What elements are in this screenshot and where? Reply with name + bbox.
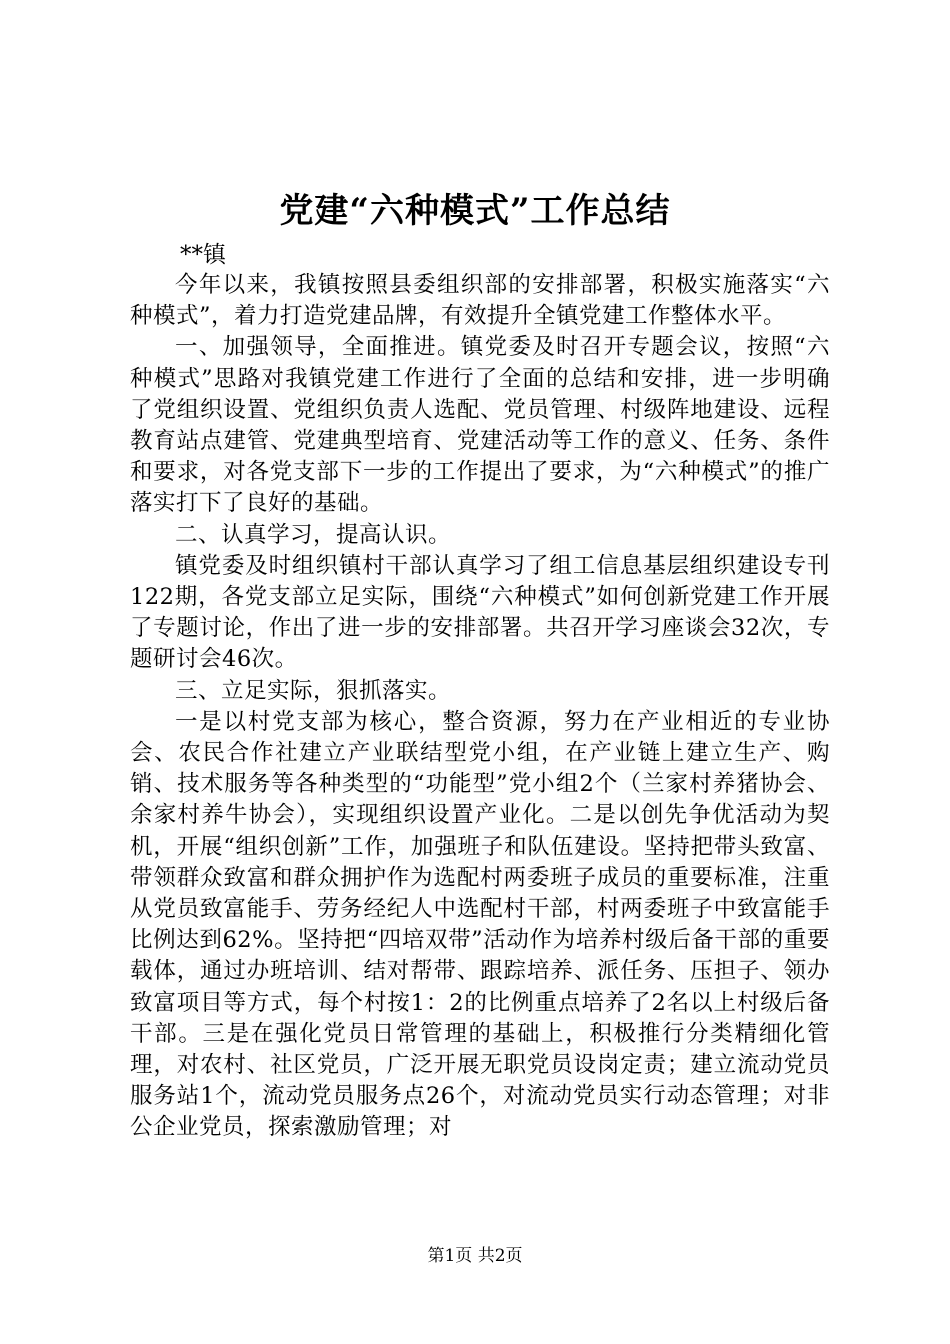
paragraph: 今年以来，我镇按照县委组织部的安排部署，积极实施落实“六种模式”，着力打造党建品牌，有效提升全镇党建工作整体水平。 (130, 272, 830, 330)
section-heading: 三、立足实际，狠抓落实。 (175, 677, 452, 704)
page-number-footer: 第1页 共2页 (427, 1246, 523, 1266)
paragraph: 一是以村党支部为核心，整合资源，努力在产业相近的专业协会、农民合作社建立产业联结型党小组，在产业链上建立生产、购销、技术服务等各种类型的“功能型”党小组2个（兰家村养猪协会、余家村养牛协会），实现组织设置产业化。二是以创先争优活动为契机，开展“组织创新”工作，加强班子和队伍建设。坚持把带头致富、带领群众致富和群众拥护作为选配村两委班子成员的重要标准，注重从党员致富能手、劳务经纪人中选配村干部，村两委班子中致富能手比例达到62%。坚持把“四培双带”活动作为培养村级后备干部的重要载体，通过办班培训、结对帮带、跟踪培养、派任务、压担子、领办致富项目等方式，每个村按1：2的比例重点培养了2名以上村级后备干部。三是在强化党员日常管理的基础上，积极推行分类精细化管理，对农村、社区党员，广泛开展无职党员设岗定责；建立流动党员服务站1个，流动党员服务点26个，对流动党员实行动态管理；对非公企业党员，探索激励管理；对 (130, 708, 830, 1141)
document-title: 党建“六种模式”工作总结 (279, 191, 671, 231)
section-heading: 二、认真学习，提高认识。 (175, 521, 452, 548)
paragraph: 一、加强领导，全面推进。镇党委及时召开专题会议，按照“六种模式”思路对我镇党建工作进行了全面的总结和安排，进一步明确了党组织设置、党组织负责人选配、党员管理、村级阵地建设、远程教育站点建管、党建典型培育、党建活动等工作的意义、任务、条件和要求，对各党支部下一步的工作提出了要求，为“六种模式”的推广落实打下了良好的基础。 (130, 334, 830, 517)
document-author: **镇 (180, 242, 226, 268)
paragraph: 镇党委及时组织镇村干部认真学习了组工信息基层组织建设专刊122期，各党支部立足实际，围绕“六种模式”如何创新党建工作开展了专题讨论，作出了进一步的安排部署。共召开学习座谈会32次，专题研讨会46次。 (130, 552, 830, 673)
document-body (130, 270, 830, 1144)
